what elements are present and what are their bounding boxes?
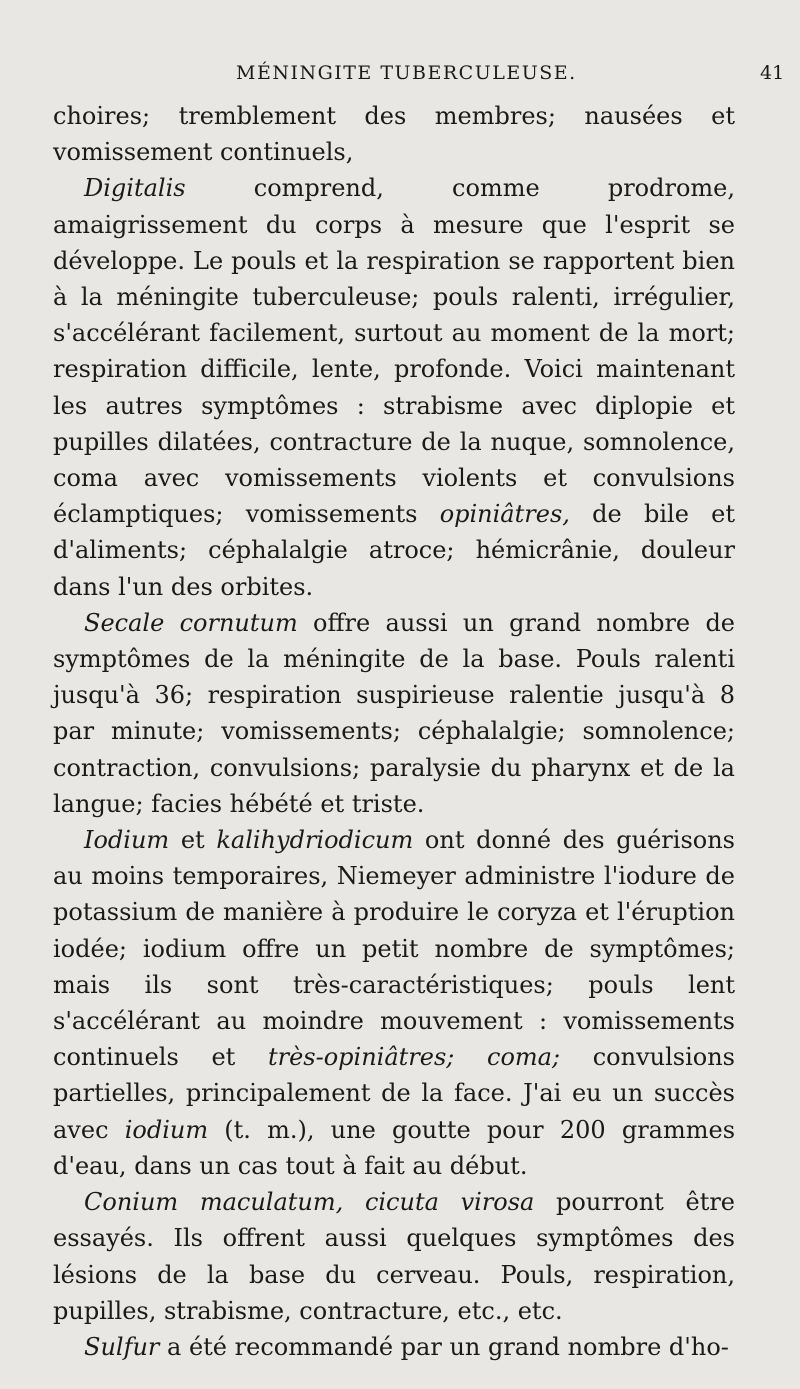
text-run: convulsions partielles, principalement de la face. J'ai eu un succès avec — [53, 1043, 735, 1144]
paragraph — [53, 605, 735, 822]
paragraph — [53, 1329, 735, 1365]
text-run: et — [169, 826, 217, 855]
page-number: 41 — [760, 62, 785, 84]
running-title: MÉNINGITE TUBERCULEUSE. — [236, 62, 577, 84]
italic-term: iodium — [124, 1115, 209, 1144]
text-run: a été recommandé par un grand nombre d'ho- — [159, 1332, 729, 1361]
body-text — [53, 98, 735, 1365]
italic-term: Digitalis — [84, 174, 186, 203]
running-header — [0, 62, 800, 86]
text-run: offre aussi un grand nombre de symptômes de la méningite de la base. Pouls ralenti jusqu'à 36; respiration suspirieuse ralentie jusqu'à 8 par minute; vomissements; céphalalgie; somnolence; contraction, convulsions; paralysie du pharynx et de la langue; facies hébété et triste. — [53, 608, 736, 818]
text-run: (t. m.), une goutte pour 200 grammes d'eau, dans un cas tout à fait au début. — [53, 1115, 736, 1180]
italic-term: kalihydriodicum — [216, 826, 414, 855]
text-run: ont donné des guérisons au moins temporaires, Niemeyer administre l'iodure de potassium de manière à produire le coryza et l'éruption iodée; iodium offre un petit nombre de symptômes; mais ils sont très-caractéristiques; pouls lent s'accélérant au moindre mouvement : vomissements continuels et — [53, 826, 735, 1072]
text-run: de bile et d'aliments; céphalalgie atroce; hémicrânie, douleur dans l'un des orbites. — [53, 500, 736, 601]
paragraph — [53, 1184, 735, 1329]
italic-term: Sulfur — [84, 1332, 160, 1361]
paragraph — [53, 170, 735, 604]
italic-term: Secale cornutum — [84, 608, 298, 637]
text-run: choires; tremblement des membres; nausées et vomissement continuels, — [53, 102, 735, 167]
text-run: comprend, comme prodrome, amaigrissement du corps à mesure que l'esprit se développe. Le pouls et la respiration se rapportent bien à la méningite tuberculeuse; pouls ralenti, irrégulier, s'accélérant facilement, surtout au moment de la mort; respiration difficile, lente, profonde. Voici maintenant les autres symptômes : strabisme avec diplopie et pupilles dilatées, contracture de la nuque, somnolence, coma avec vomissements violents et convulsions éclamptiques; vomissements — [53, 174, 735, 529]
italic-term: opiniâtres, — [439, 500, 570, 529]
italic-term: très-opiniâtres; coma; — [267, 1043, 561, 1072]
paragraph — [53, 822, 735, 1184]
italic-term: Conium maculatum, cicuta virosa — [84, 1188, 535, 1217]
paragraph — [53, 98, 735, 170]
italic-term: Iodium — [84, 826, 170, 855]
text-run: pourront être essayés. Ils offrent aussi quelques symptômes des lésions de la base du cerveau. Pouls, respiration, pupilles, strabisme, contracture, etc., etc. — [53, 1188, 736, 1325]
